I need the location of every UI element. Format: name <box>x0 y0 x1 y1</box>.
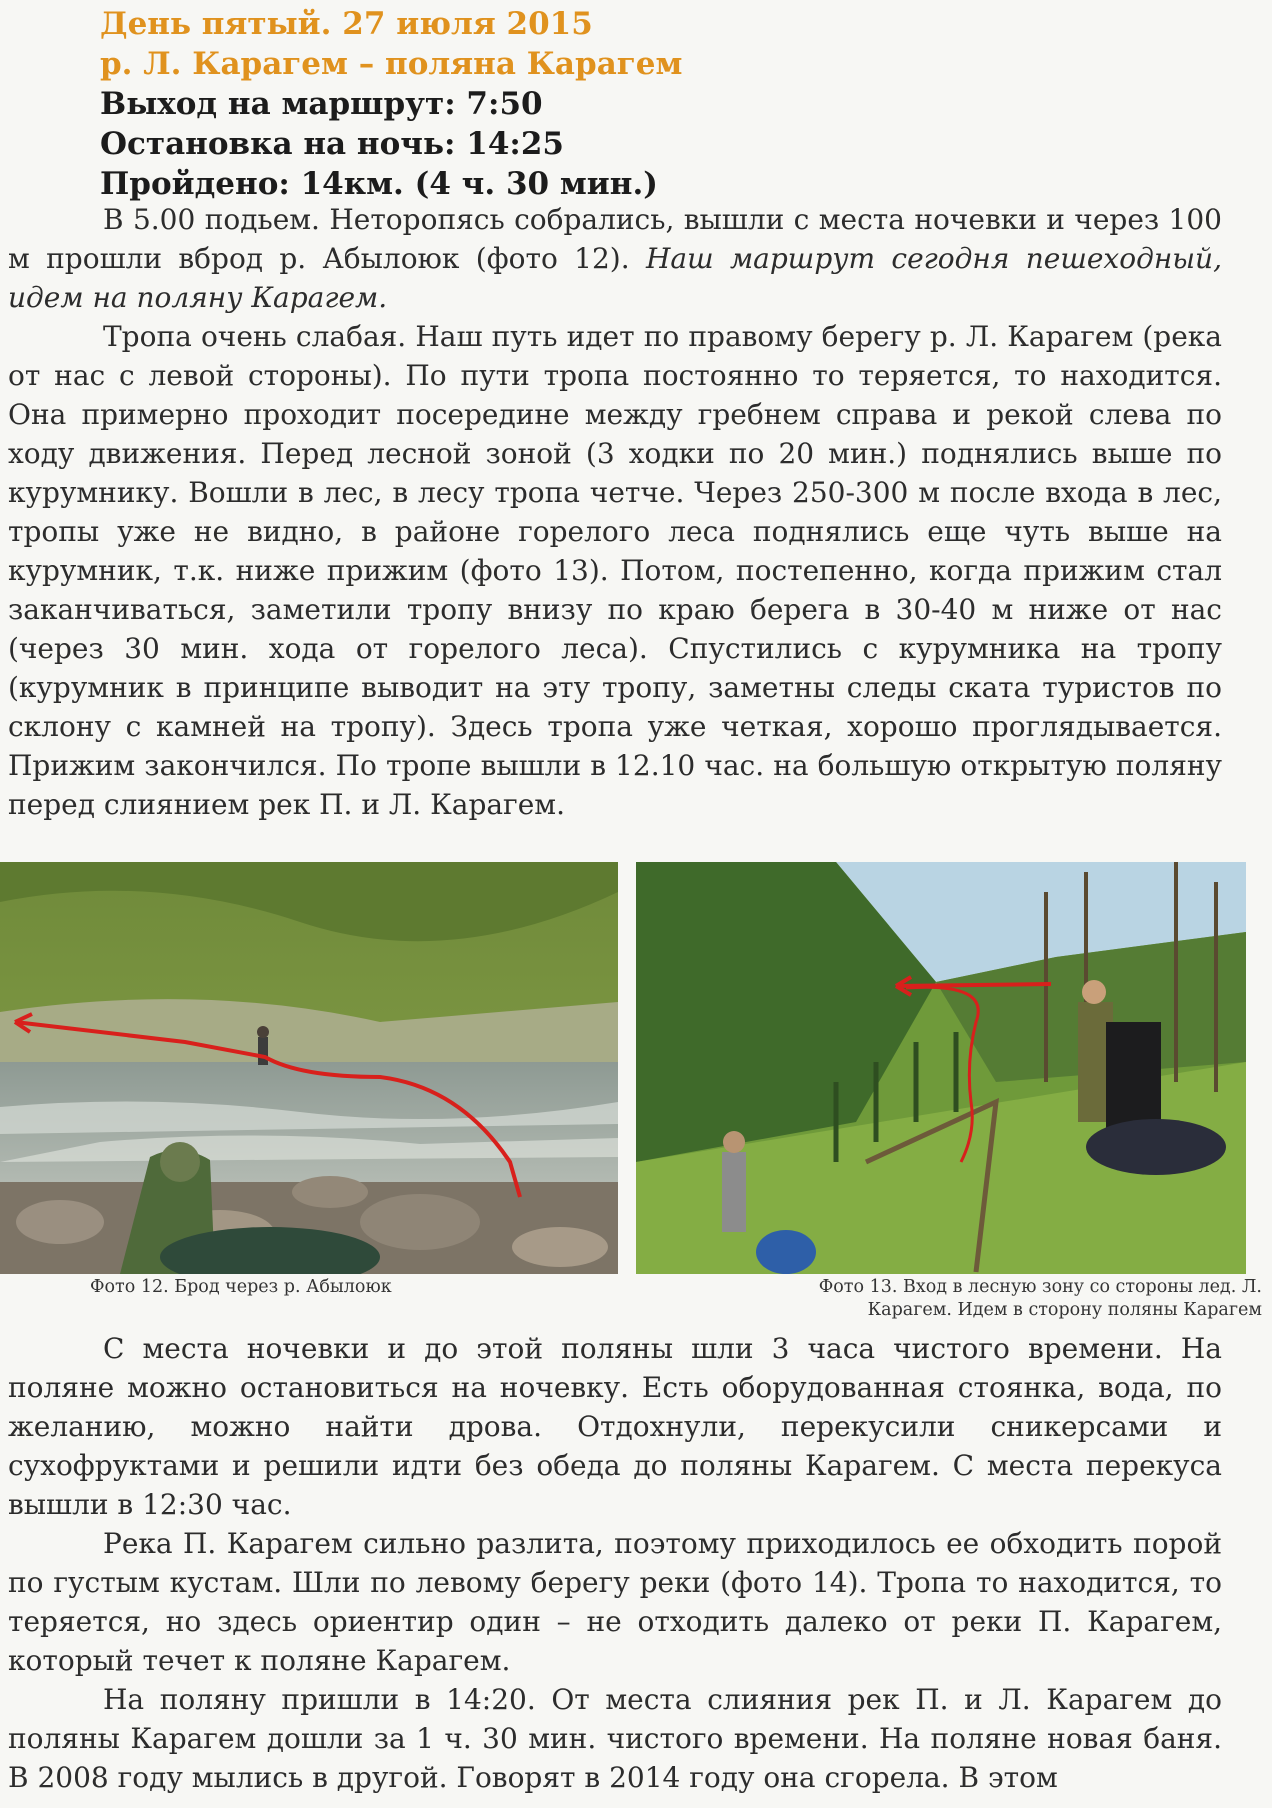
paragraph-5: На поляну пришли в 14:20. От места слияния рек П. и Л. Карагем до поляны Карагем дошли за 1 ч. 30 мин. чистого времени. На поляне новая баня. В 2008 году мылись в другой. Говорят в 2014 году она сгорела. В этом <box>8 1683 1222 1794</box>
route-title: р. Л. Карагем – поляна Карагем <box>100 46 683 82</box>
paragraph-1 <box>8 200 1222 317</box>
photo-12-caption: Фото 12. Брод через р. Абылоюк <box>90 1277 392 1297</box>
paragraph-1-text: В 5.00 подьем. Неторопясь собрались, вышли с места ночевки и через 100 м прошли вброд р. Абылоюк (фото 12). <box>8 203 1222 275</box>
paragraph-4: Река П. Карагем сильно разлита, поэтому приходилось ее обходить порой по густым кустам. Шли по левому берегу реки (фото 14). Тропа то находится, то теряется, но здесь ориентир один – не отходить далеко от реки П. Карагем, который течет к поляне Карагем. <box>8 1527 1222 1677</box>
photo-13-caption-line-2: Карагем. Идем в сторону поляны Карагем <box>867 1300 1262 1320</box>
text-section-2 <box>8 1329 1222 1797</box>
photo-13-image <box>636 862 1246 1274</box>
day-title: День пятый. 27 июля 2015 <box>100 6 593 42</box>
paragraph-2: Тропа очень слабая. Наш путь идет по правому берегу р. Л. Карагем (река от нас с левой стороны). По пути тропа постоянно то теряется, то находится. Она примерно проходит посередине между гребнем справа и рекой слева по ходу движения. Перед лесной зоной (3 ходки по 20 мин.) поднялись выше по курумнику. Вошли в лес, в лесу тропа четче. Через 250-300 м после входа в лес, тропы уже не видно, в районе горелого леса поднялись еще чуть выше на курумник, т.к. ниже прижим (фото 13). Потом, постепенно, когда прижим стал заканчиваться, заметили тропу внизу по краю берега в 30-40 м ниже от нас (через 30 мин. хода от горелого леса). Спустились с курумника на тропу (курумник в принципе выводит на эту тропу, заметны следы ската туристов по склону с камней на тропу). Здесь тропа уже четкая, хорошо проглядывается. Прижим закончился. По тропе вышли в 12.10 час. на большую открытую поляну перед слиянием рек П. и Л. Карагем. <box>8 320 1222 821</box>
distance-covered: Пройдено: 14км. (4 ч. 30 мин.) <box>100 166 658 202</box>
photo-13-caption-line-1: Фото 13. Вход в лесную зону со стороны лед. Л. <box>818 1277 1262 1297</box>
photo-12-ford <box>0 862 618 1274</box>
departure-time: Выход на маршрут: 7:50 <box>100 86 543 122</box>
photo-13-caption <box>726 1276 1262 1322</box>
paragraph-3: С места ночевки и до этой поляны шли 3 часа чистого времени. На поляне можно остановиться на ночевку. Есть оборудованная стоянка, вода, по желанию, можно найти дрова. Отдохнули, перекусили сникерсами и сухофруктами и решили идти без обеда до поляны Карагем. С места перекуса вышли в 12:30 час. <box>8 1332 1222 1521</box>
paragraph-1-italic: Наш маршрут сегодня пешеходный, идем на поляну Карагем. <box>8 242 1222 314</box>
stop-time: Остановка на ночь: 14:25 <box>100 126 564 162</box>
text-section-1 <box>8 200 1222 824</box>
photo-12-image <box>0 862 618 1274</box>
photo-13-forest <box>636 862 1246 1274</box>
day-header <box>100 4 1240 204</box>
